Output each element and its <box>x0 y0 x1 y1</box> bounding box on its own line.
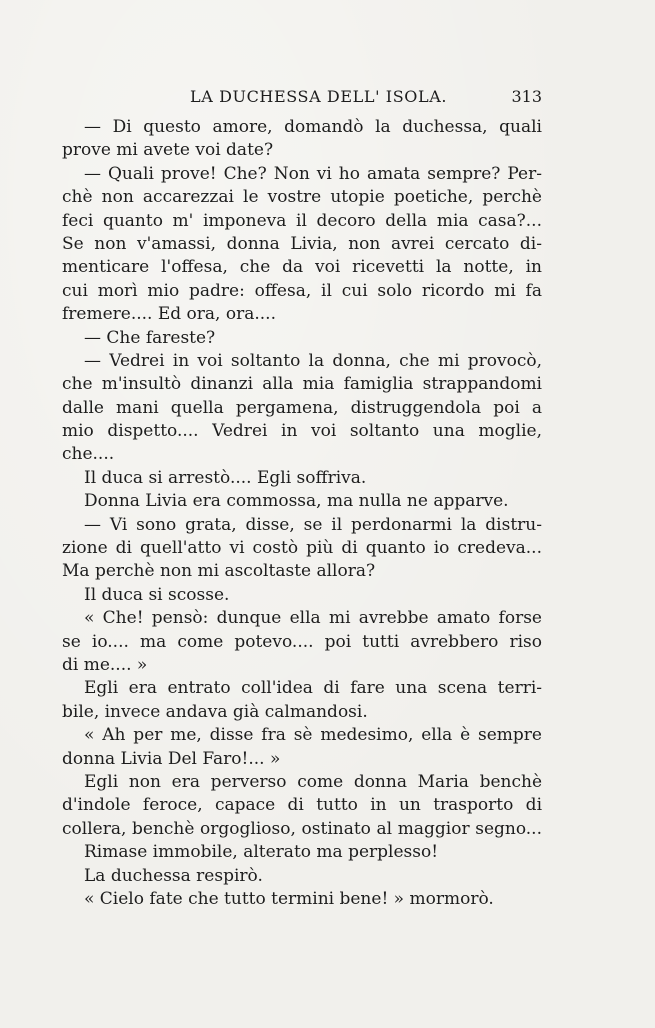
text-line: Egli non era perverso come donna Maria benchè <box>84 771 542 792</box>
text-line: Il duca si scosse. <box>84 584 230 605</box>
text-line: donna Livia Del Faro!... » <box>62 748 281 769</box>
text-line: « Cielo fate che tutto termini bene! » mormorò. <box>84 888 494 909</box>
text-line: che m'insultò dinanzi alla mia famiglia strappandomi <box>62 374 542 395</box>
text-line: se io.... ma come potevo.... poi tutti avrebbero riso <box>62 631 542 652</box>
text-line: — Di questo amore, domandò la duchessa, quali <box>84 117 542 137</box>
text-line: Donna Livia era commossa, ma nulla ne apparve. <box>84 491 509 512</box>
text-line: dalle mani quella pergamena, distruggendola poi a <box>62 397 542 418</box>
text-line: « Che! pensò: dunque ella mi avrebbe amato forse <box>84 608 542 629</box>
text-line: che.... <box>62 444 115 465</box>
text-line: d'indole feroce, capace di tutto in un trasporto di <box>62 795 542 816</box>
text-line: Rimase immobile, alterato ma perplesso! <box>84 842 439 863</box>
text-line: bile, invece andava già calmandosi. <box>62 701 368 722</box>
body-text <box>62 116 542 911</box>
text-line: prove mi avete voi date? <box>62 140 274 161</box>
page-header <box>62 87 542 111</box>
text-line: cui morì mio padre: offesa, il cui solo ricordo mi fa <box>62 280 542 301</box>
text-line: mio dispetto.... Vedrei in voi soltanto una moglie, <box>62 421 542 442</box>
text-line: di me.... » <box>62 654 148 675</box>
text-line: fremere.... Ed ora, ora.... <box>62 304 276 325</box>
text-line: chè non accarezzai le vostre utopie poetiche, perchè <box>62 187 542 208</box>
running-title: LA DUCHESSA DELL' ISOLA. <box>190 87 448 106</box>
text-line: feci quanto m' imponeva il decoro della mia casa?... <box>62 210 542 231</box>
text-line: — Che fareste? <box>84 327 216 348</box>
page-number: 313 <box>511 87 542 106</box>
text-line: — Vedrei in voi soltanto la donna, che mi provocò, <box>84 350 542 371</box>
text-line: Se non v'amassi, donna Livia, non avrei cercato di- <box>62 233 542 254</box>
text-line: Il duca si arrestò.... Egli soffriva. <box>84 467 367 488</box>
text-line: menticare l'offesa, che da voi ricevetti la notte, in <box>62 257 542 278</box>
text-line: collera, benchè orgoglioso, ostinato al maggior segno... <box>62 818 542 839</box>
text-line: Ma perchè non mi ascoltaste allora? <box>62 561 376 582</box>
text-line: — Quali prove! Che? Non vi ho amata sempre? Per- <box>84 163 542 184</box>
text-line: Egli era entrato coll'idea di fare una scena terri- <box>84 678 542 699</box>
text-line: — Vi sono grata, disse, se il perdonarmi la distru- <box>84 514 542 535</box>
text-line: « Ah per me, disse fra sè medesimo, ella è sempre <box>84 725 542 746</box>
text-line: La duchessa respirò. <box>84 865 263 886</box>
text-line: zione di quell'atto vi costò più di quanto io credeva... <box>62 538 542 559</box>
